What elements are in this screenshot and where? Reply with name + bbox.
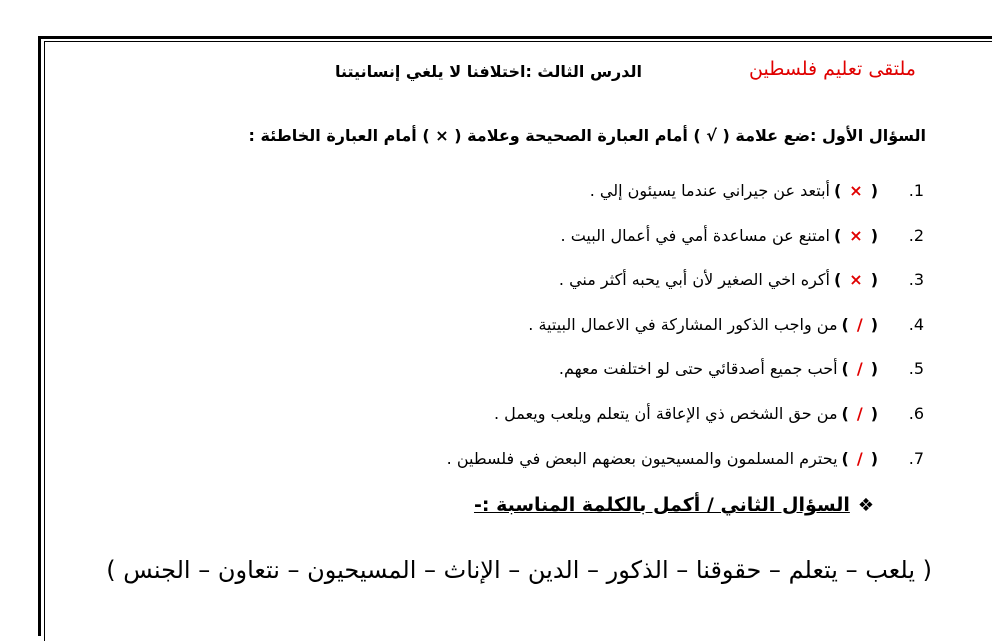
question-item [528,315,924,334]
question-item [561,226,924,245]
answer-symbol: / [856,315,863,334]
answer-symbol: / [856,449,863,468]
answer-symbol: × [849,226,863,245]
site-name: ملتقى تعليم فلسطين [749,58,916,80]
question-item [559,359,924,378]
question2-title-row [474,494,874,516]
item-text: يحترم المسلمون والمسيحيون بعضهم البعض في فلسطين . [446,449,838,468]
lesson-title: الدرس الثالث :اختلافنا لا يلغي إنسانيتنا [334,62,642,81]
question1-title: السؤال الأول :ضع علامة ( √ ) أمام العبارة الصحيحة وعلامة ( × ) أمام العبارة الخاطئة : [248,126,926,145]
item-text: أحب جميع أصدقائي حتى لو اختلفت معهم. [558,359,838,378]
answer-mark: (×) [833,181,878,200]
answer-mark: (/) [841,449,878,468]
answer-symbol: / [856,404,863,423]
answer-mark: (/) [841,359,878,378]
answer-symbol: × [849,181,863,200]
item-number: 6. [908,404,924,423]
question-item [559,270,924,289]
item-number: 7. [908,449,924,468]
item-text: امتنع عن مساعدة أمي في أعمال البيت . [560,226,830,245]
item-text: أكره اخي الصغير لأن أبي يحبه أكثر مني . [558,270,830,289]
answer-symbol: / [856,359,863,378]
item-text: أبتعد عن جيراني عندما يسيئون إلي . [589,181,830,200]
item-number: 2. [908,226,924,245]
diamond-bullet-icon: ❖ [857,495,874,516]
item-number: 4. [908,315,924,334]
item-number: 3. [908,270,924,289]
item-number: 1. [908,181,924,200]
answer-symbol: × [849,270,863,289]
item-text: من حق الشخص ذي الإعاقة أن يتعلم ويلعب ويعمل . [493,404,838,423]
question-item [494,404,924,423]
answer-mark: (×) [833,270,878,289]
question2-title: السؤال الثاني / أكمل بالكلمة المناسبة :- [473,494,850,516]
answer-mark: (/) [841,404,878,423]
answer-mark: (/) [841,315,878,334]
answer-mark: (×) [833,226,878,245]
item-text: من واجب الذكور المشاركة في الاعمال البيتية . [528,315,838,334]
word-bank: ( يلعب – يتعلم – حقوقنا – الذكور – الدين – الإناث – المسيحيون – نتعاون – الجنس ) [106,556,932,584]
item-number: 5. [908,359,924,378]
question-item [447,449,924,468]
question-item [590,181,924,200]
